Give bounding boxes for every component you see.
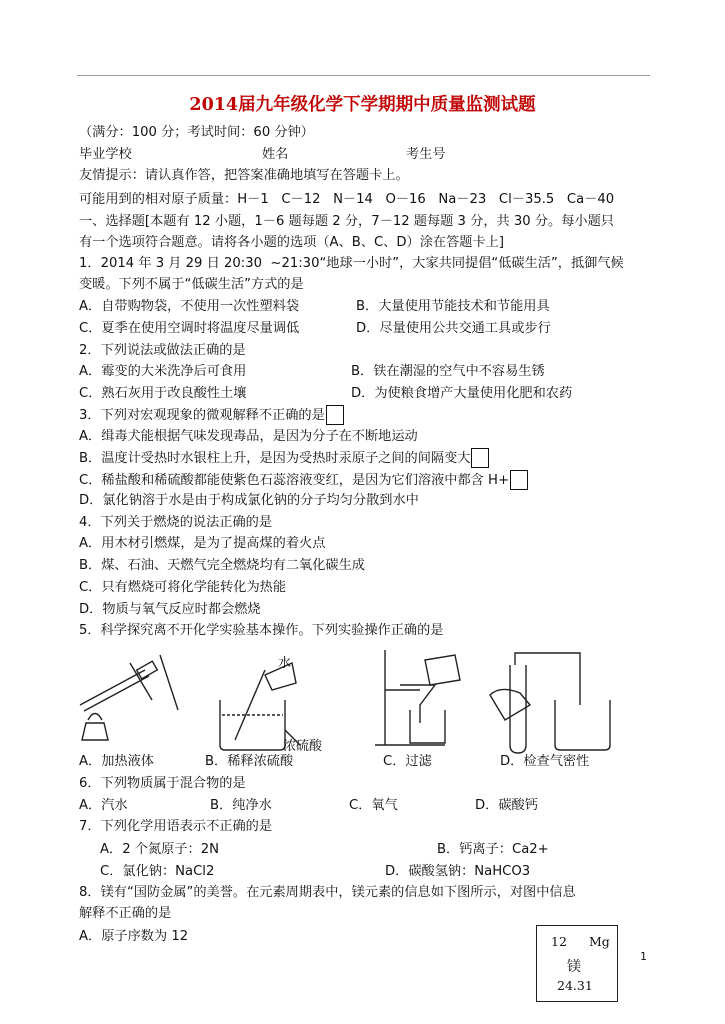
q6-option-b: B．纯净水 bbox=[210, 798, 272, 813]
q1-option-c: C．夏季在使用空调时将温度尽量调低 bbox=[79, 321, 300, 336]
q8-option-a: A．原子序数为 12 bbox=[79, 929, 189, 944]
q6-stem: 6．下列物质属于混合物的是 bbox=[79, 776, 246, 791]
element-mass: 24.31 bbox=[557, 978, 593, 993]
q5-option-c: C．过滤 bbox=[383, 754, 432, 769]
q2-stem: 2．下列说法或做法正确的是 bbox=[79, 343, 246, 358]
q6-option-c: C．氧气 bbox=[349, 798, 398, 813]
q7-option-c: C．氯化钠：NaCl2 bbox=[100, 864, 215, 879]
q2-option-a: A．霉变的大米洗净后可食用 bbox=[79, 364, 247, 379]
q3-option-c-line bbox=[79, 470, 528, 491]
q1-option-b: B．大量使用节能技术和节能用具 bbox=[356, 299, 550, 314]
q2-option-d: D．为使粮食增产大量使用化肥和农药 bbox=[351, 386, 573, 401]
blank-box bbox=[471, 448, 489, 468]
q1-stem-1: 1．2014 年 3 月 29 日 20:30 ~21:30“地球一小时”，大家共同提倡“低碳生活”，抵御气候 bbox=[79, 256, 624, 271]
diluting-acid-illustration bbox=[220, 663, 300, 750]
section-instructions-2: 有一个选项符合题意。请将各小题的选项（A、B、C、D）涂在答题卡上] bbox=[79, 235, 505, 250]
page-title: 2014届九年级化学下学期期中质量监测试题 bbox=[189, 95, 536, 115]
element-name: 镁 bbox=[567, 959, 581, 975]
section-instructions-1: 一、选择题[本题有 12 小题，1－6 题每题 2 分，7－12 题每题 3 分，共 30 分。每小题只 bbox=[79, 214, 614, 229]
q4-option-c: C．只有燃烧可将化学能转化为热能 bbox=[79, 580, 287, 595]
q5-option-a: A．加热液体 bbox=[79, 754, 154, 769]
q2-option-b: B．铁在潮湿的空气中不容易生锈 bbox=[351, 364, 545, 379]
q3-stem-line bbox=[79, 405, 344, 426]
name-label: 姓名 bbox=[262, 147, 289, 162]
filtration-illustration bbox=[375, 650, 460, 745]
q4-stem: 4．下列关于燃烧的说法正确的是 bbox=[79, 515, 273, 530]
q4-option-b: B．煤、石油、天燃气完全燃烧均有二氧化碳生成 bbox=[79, 558, 365, 573]
airtightness-illustration bbox=[490, 653, 610, 753]
water-label: 水 bbox=[278, 656, 292, 671]
q7-option-b: B．钙离子：Ca2+ bbox=[437, 842, 549, 857]
q7-option-d: D．碳酸氢钠：NaHCO3 bbox=[385, 864, 531, 879]
q5-option-b: B．稀释浓硫酸 bbox=[205, 754, 294, 769]
element-symbol: Mg bbox=[589, 934, 610, 949]
blank-box bbox=[326, 405, 344, 425]
tip-line: 友情提示：请认真作答，把答案准确地填写在答题卡上。 bbox=[79, 168, 409, 183]
q3-option-a: A．缉毒犬能根据气味发现毒品，是因为分子在不断地运动 bbox=[79, 429, 418, 444]
q8-stem-2: 解释不正确的是 bbox=[79, 906, 172, 921]
q3-stem: 3．下列对宏观现象的微观解释不正确的是 bbox=[79, 408, 325, 423]
school-label: 毕业学校 bbox=[79, 147, 132, 162]
number-label: 考生号 bbox=[406, 147, 446, 162]
q3-option-b-line bbox=[79, 448, 489, 469]
header-rule bbox=[77, 75, 650, 76]
page-number: 1 bbox=[640, 950, 647, 963]
exam-meta: （满分：100 分；考试时间：60 分钟） bbox=[79, 125, 314, 140]
lab-operations-figure bbox=[60, 645, 620, 755]
q3-option-d: D．氯化钠溶于水是由于构成氯化钠的分子均匀分散到水中 bbox=[79, 493, 419, 508]
acid-label: 浓硫酸 bbox=[283, 739, 323, 754]
q1-option-d: D．尽量使用公共交通工具或步行 bbox=[356, 321, 551, 336]
q4-option-d: D．物质与氧气反应时都会燃烧 bbox=[79, 602, 261, 617]
q2-option-c: C．熟石灰用于改良酸性土壤 bbox=[79, 386, 247, 401]
q3-option-c: C．稀盐酸和稀硫酸都能使紫色石蕊溶液变红，是因为它们溶液中都含 H+ bbox=[79, 473, 509, 488]
q1-stem-2: 变暖。下列不属于“低碳生活”方式的是 bbox=[79, 277, 304, 292]
q7-option-a: A．2 个氮原子：2N bbox=[100, 842, 219, 857]
element-card bbox=[536, 925, 618, 1002]
q6-option-d: D．碳酸钙 bbox=[475, 798, 538, 813]
atomic-masses: 可能用到的相对原子质量：H－1 C－12 N－14 O－16 Na－23 Cl－35.5 Ca－40 bbox=[79, 192, 615, 207]
q5-stem: 5．科学探究离不开化学实验基本操作。下列实验操作正确的是 bbox=[79, 623, 444, 638]
heating-liquid-illustration bbox=[80, 655, 178, 740]
q8-stem-1: 8．镁有“国防金属”的美誉。在元素周期表中，镁元素的信息如下图所示，对图中信息 bbox=[79, 885, 576, 900]
q4-option-a: A．用木材引燃煤，是为了提高煤的着火点 bbox=[79, 536, 326, 551]
blank-box bbox=[510, 470, 528, 490]
q3-option-b: B．温度计受热时水银柱上升，是因为受热时汞原子之间的间隔变大 bbox=[79, 451, 471, 466]
element-number: 12 bbox=[551, 934, 567, 949]
q1-option-a: A．自带购物袋，不使用一次性塑料袋 bbox=[79, 299, 300, 314]
q5-option-d: D．检查气密性 bbox=[500, 754, 590, 769]
q7-stem: 7．下列化学用语表示不正确的是 bbox=[79, 819, 273, 834]
q6-option-a: A．汽水 bbox=[79, 798, 128, 813]
